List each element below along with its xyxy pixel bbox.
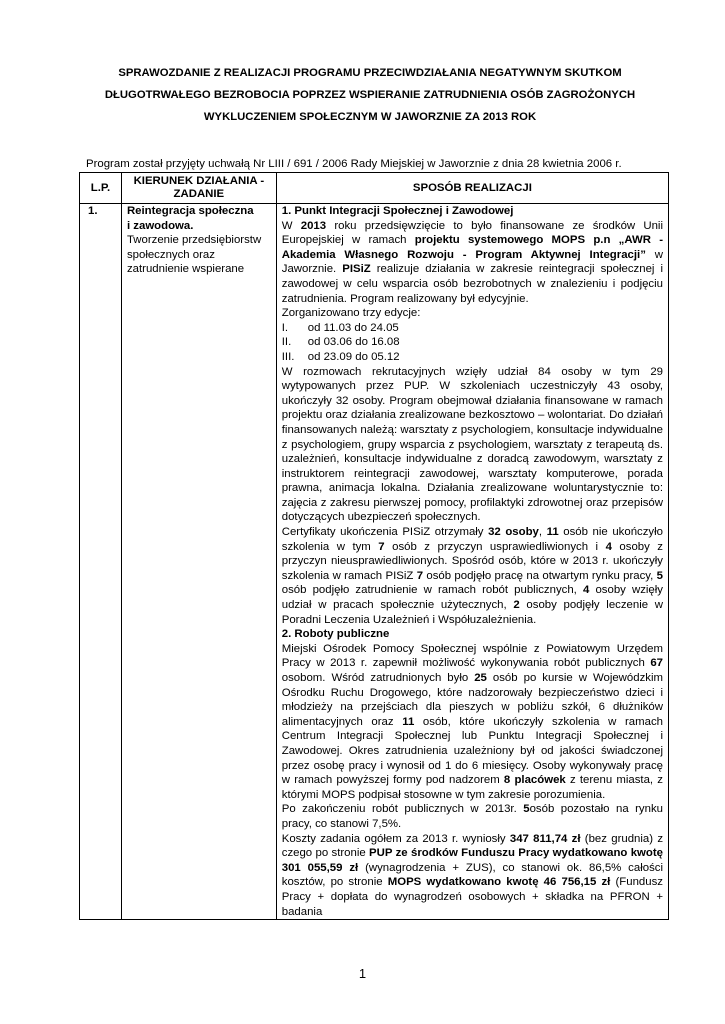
- section-2-paragraph-1: Miejski Ośrodek Pomocy Społecznej wspólnie z Powiatowym Urzędem Pracy w 2013 r. zapewnił możliwość wykonywania robót publicznych 67 osobom. Wśród zatrudnionych było 25 osób po kursie w Wojewódzkim Ośrodku Ruchu Drogowego, które nadzorowały bezpieczeństwo dzieci i młodzieży na przejściach dla pieszych w pobliżu szkół, 6 dłużników alimentacyjnych oraz 11 osób, które ukończyły szkolenia w ramach Centrum Integracji Społecznej lub Punktu Integracji Społecznej i Zawodowej. Okres zatrudnienia uzależniony był od jakości świadczonej przez osobę pracy i wynosił od 1 do 6 miesięcy. Osoby wykonywały pracę w ramach powyższej formy pod nadzorem 8 placówek z terenu miasta, z którymi MOPS podpisał stosowne w tym zakresie porozumienia.: [281, 642, 664, 801]
- table-row: [80, 204, 669, 920]
- section-1-paragraph-1: W 2013 roku przedsięwzięcie to było finansowane ze środków Unii Europejskiej w ramach projektu systemowego MOPS p.n „AWR - Akademia Własnego Rozwoju - Program Aktywnej Integracji” w Jaworznie. PISiZ realizuje działania w zakresie reintegracji społecznej i zawodowej w celu wsparcia osób bezrobotnych w znalezieniu i podjęciu zatrudnienia. Program realizowany był edycyjnie.: [281, 219, 664, 305]
- section-1-paragraph-2: W rozmowach rekrutacyjnych wzięły udział 84 osoby w tym 29 wytypowanych przez PUP. W szkoleniach uczestniczyły 43 osoby, ukończyły 32 osoby. Program obejmował działania finansowane w ramach projektu oraz działania zrealizowane bezkosztowo – wolontariat. Do działań finansowanych należą: warsztaty z psychologiem, konsultacje indywidualne z psychologiem, grupy wsparcia z psychologiem, warsztaty z terapeutą ds. uzależnień, konsultacje indywidualne z doradcą zawodowym, warsztaty z instruktorem reintegracji zawodowej, warsztaty komputerowe, porada prawna, animacja lokalna. Działania zrealizowane woluntarystycznie to: zajęcia z zakresu pierwszej pomocy, profilaktyki zdrowotnej oraz przepisów dotyczących ubezpieczeń społecznych.: [281, 365, 663, 524]
- section-2-paragraph-2: Po zakończeniu robót publicznych w 2013r. 5osób pozostało na rynku pracy, co stanowi 7,5%.: [281, 803, 663, 830]
- section-2-heading: 2. Roboty publiczne: [281, 628, 390, 641]
- edition-item: II. od 03.06 do 16.08: [281, 336, 400, 349]
- title-line-1: SPRAWOZDANIE Z REALIZACJI PROGRAMU PRZECIWDZIAŁANIA NEGATYWNYM SKUTKOM: [118, 67, 622, 79]
- report-table: [79, 172, 669, 920]
- task-cell: [121, 204, 276, 920]
- page-number: 1: [358, 966, 367, 981]
- editions-intro: Zorganizowano trzy edycje:: [281, 307, 421, 320]
- section-1-paragraph-3: Certyfikaty ukończenia PISiZ otrzymały 32 osoby, 11 osób nie ukończyło szkolenia w tym 7 osób z przyczyn usprawiedliwionych i 4 osoby z przyczyn nieusprawiedliwionych. Spośród osób, które w 2013 r. ukończyły szkolenia w ramach PISiZ 7 osób podjęło pracę na otwartym rynku pracy, 5 osób podjęło zatrudnienie w ramach robót publicznych, 4 osoby wzięły udział w pracach społecznie użytecznych, 2 osoby podjęły leczenie w Poradni Leczenia Uzależnień i Współuzależnienia.: [281, 526, 664, 626]
- task-title-1: Reintegracja społeczna: [126, 205, 254, 217]
- edition-item: I. od 11.03 do 24.05: [281, 321, 399, 334]
- title-line-3: WYKLUCZENIEM SPOŁECZNYM W JAWORZNIE ZA 2013 ROK: [203, 111, 537, 123]
- table-header-row: [80, 173, 669, 204]
- realization-cell: [276, 204, 668, 920]
- edition-item: III. od 23.09 do 05.12: [281, 350, 400, 363]
- row-number: 1.: [80, 204, 122, 920]
- title-line-2: DŁUGOTRWAŁEGO BEZROBOCIA POPRZEZ WSPIERANIE ZATRUDNIENIA OSÓB ZAGROŻONYCH: [104, 89, 636, 101]
- section-1-heading: 1. Punkt Integracji Społecznej i Zawodowej: [281, 205, 514, 217]
- task-description: Tworzenie przedsiębiorstw społecznych oraz zatrudnienie wspierane: [126, 234, 262, 276]
- program-intro: Program został przyjęty uchwałą Nr LIII / 691 / 2006 Rady Miejskiej w Jaworznie z dnia 28 kwietnia 2006 r.: [86, 158, 622, 170]
- task-title-2: i zawodowa.: [126, 219, 194, 232]
- header-kierunek: KIERUNEK DZIAŁANIA - ZADANIE: [121, 173, 276, 204]
- report-title: [60, 62, 680, 128]
- section-2-paragraph-3: Koszty zadania ogółem za 2013 r. wyniosły 347 811,74 zł (bez grudnia) z czego po stronie PUP ze środków Funduszu Pracy wydatkowano kwotę 301 055,59 zł (wynagrodzenia + ZUS), co stanowi ok. 86,5% całości kosztów, po stronie MOPS wydatkowano kwotę 46 756,15 zł (Fundusz Pracy + dopłata do wynagrodzeń osobowych + składka na PFRON + badania: [281, 832, 664, 918]
- header-lp: L.P.: [80, 173, 122, 204]
- header-sposob: SPOSÓB REALIZACJI: [276, 173, 668, 204]
